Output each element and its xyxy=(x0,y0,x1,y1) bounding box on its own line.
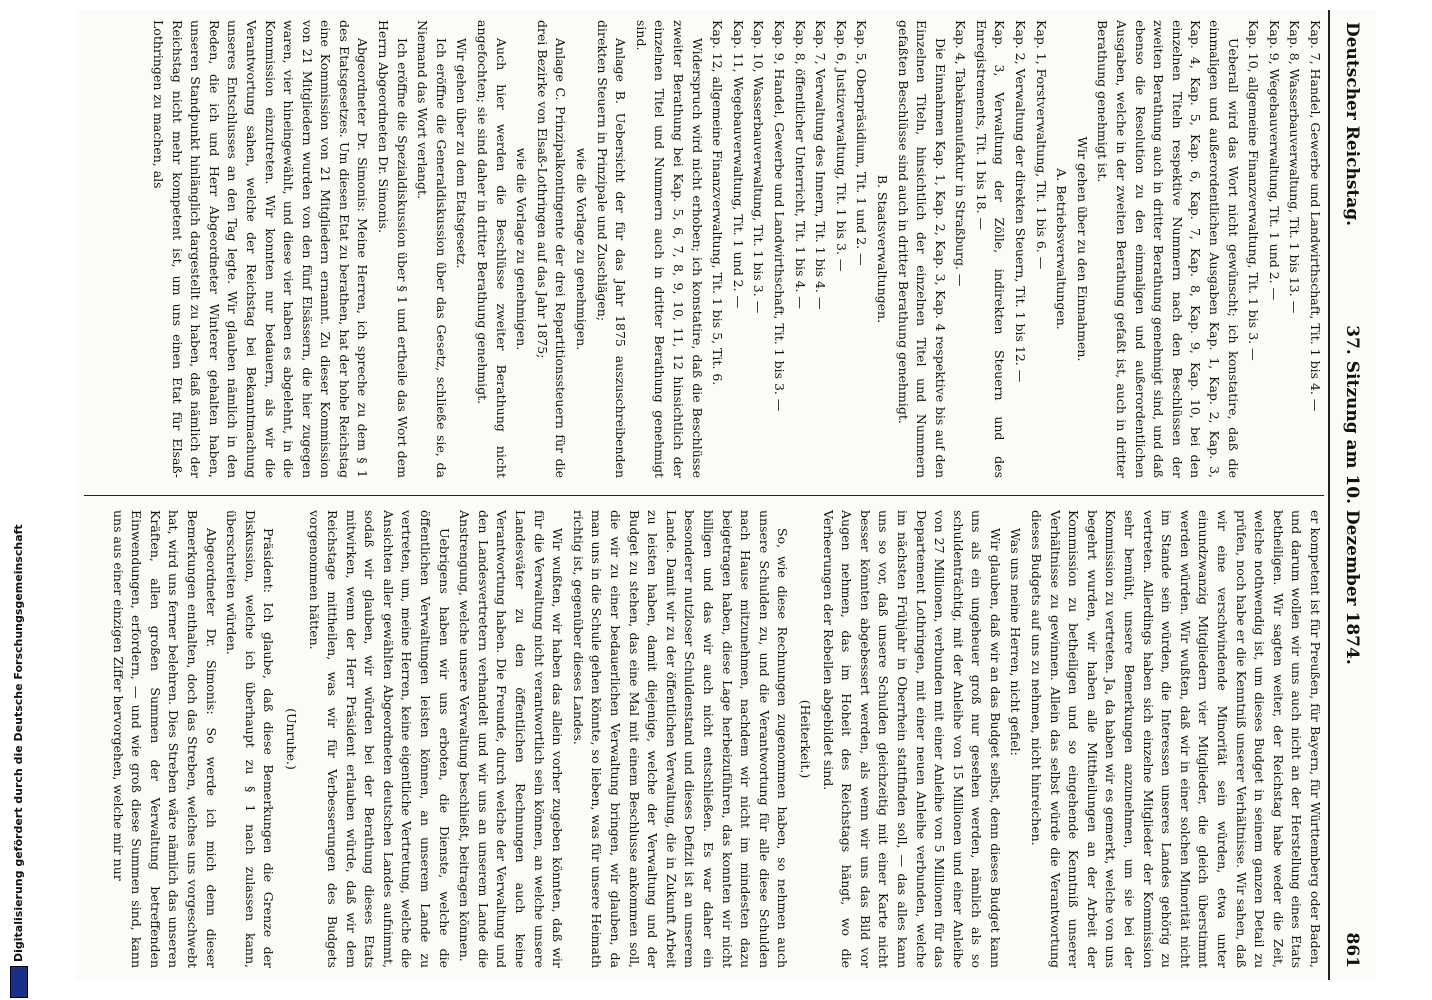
paragraph: Abgeordneter Dr. Simonis: So werde ich mich denn dieser Bemerkungen enthalten, doch das Streben, welches uns vorgeschwebt hat, wird uns ferner belehren. Dies Streben wäre nämlich das unseren Kräften, allen großen Summen der Verwaltung betreffenden Einwendungen, erfordern, — und wie groß diese Summen sind, kann uns aus einer einzigen Ziffer hervorgehen, welche mir nur xyxy=(110,510,219,968)
paragraph: Kap. 9, Wegebauverwaltung, Tit. 1 und 2. — xyxy=(1266,20,1282,301)
dfg-logo xyxy=(10,966,28,998)
paragraph: Kap. 11, Wegebauverwaltung, Tit. 1 und 2. — xyxy=(730,20,746,309)
paragraph: Ueberall wird das Wort nicht gewünscht; ich konstatire, daß die einmaligen und außerordentlichen Ausgaben Kap. 1, Kap. 2, Kap. 3, Kap. 4, Kap. 5, Kap. 6, Kap. 7, Kap. 8, Kap. 9, Kap. 10, bei den einzelnen Titeln respektive Nummern nach den Beschlüssen der zweiten Berathung auch in dritter Berathung genehmigt sind, und daß ebenso die Resolution zu den einmaligen und außerordentlichen Ausgaben, welche in der zweiten Berathung gefaßt ist, auch in dritter Berathung genehmigt ist. xyxy=(1095,20,1241,478)
paragraph: Was uns meine Herren, nicht gefiel: xyxy=(1008,528,1024,756)
paragraph: Kap. 3, Verwaltung der Zölle, indirekten Steuern und des Enregistrements, Tit. 1 bis 18. — xyxy=(973,20,1008,478)
paragraph: Kap. 1, Forstverwaltung, Tit. 1 bis 6. — xyxy=(1033,20,1049,270)
header-left: Deutscher Reichstag. xyxy=(1342,22,1362,227)
paragraph: Wir glauben, daß wir an das Budget selbst, denn dieses Budget kann uns als ein ungeheuer groß nur gesehen werden, nämlich als so schuldenträchtig, mit der Anleihe von 15 Millionen und einer Anleihe von 27 Millionen, verbunden mit einer Anleihe von 5 Millionen für das Departement Lothringen, mit einer neuen Anleihe verbunden, welche im nächsten Frühjahr in Oberrhein stattfinden soll, — das alles kann uns so vor, daß unsere Schulden gleichzeitig mit einer Karte nicht besser könnten abgebessert werden, als wenn wir uns das Bild vor Augen nehmen, das im Hoheit des Reichstags hängt, wo die Verheerungen der Rebellen abgebildet sind. xyxy=(820,510,1003,968)
section-heading: A. Betriebsverwaltungen. xyxy=(1054,168,1070,330)
page-header xyxy=(1328,10,1376,980)
interjection: (Heiterkeit.) xyxy=(797,699,813,779)
paragraph: Kap. 12, allgemeine Finanzverwaltung, Tit. 1 bis 5, Tit. 6. xyxy=(710,20,726,386)
paragraph: wie die Vorlage zu genehmigen. xyxy=(574,147,590,351)
scanned-page xyxy=(76,10,1376,980)
paragraph: Anlage C. Prinzipalkontingente der drei Repartitionssteuern für die drei Bezirke von Elsaß-Lothringen auf das Jahr 1875; xyxy=(534,20,569,478)
paragraph: Kap. 9, Handel, Gewerbe und Landwirthschaft, Tit. 1 bis 3. — xyxy=(771,20,787,412)
paragraph: Die Einnahmen Kap. 1, Kap. 2, Kap. 3, Kap. 4 respektive bis auf den Einzelnen Titeln, hinsichtlich der einzelnen Titel und Nummern gefaßten Beschlüsse sind auch in dritter Berathung genehmigt. xyxy=(895,20,948,478)
page-number: 861 xyxy=(1342,932,1362,968)
paragraph: Kap. 5, Oberpräsidium, Tit. 1 und 2. — xyxy=(854,20,870,266)
paragraph: Kap. 10, allgemeine Finanzverwaltung, Tit. 1 bis 3. — xyxy=(1246,20,1262,361)
paragraph: Uebrigens haben wir uns erboten, die Dienste, welche die öffentlichen Verwaltungen leisten können, an unserem Lande zu vertreten, um, meine Herren, keine eigentliche Vertretung, welche die Ansichten aller gewählten Abgeordneten deutschen Landes aufnimmt, sodaß wir glauben, wir würden bei der Berathung dieses Etats mitwirken, wenn der Herr Präsident erlauben würde, daß wir dem Reichstage mittheilen, was wir für Verbesserungen des Budgets vorgenommen hätten. xyxy=(306,510,452,968)
paragraph: Wir gehen über zu den Einnahmen. xyxy=(1074,136,1090,362)
right-column xyxy=(84,510,1324,968)
paragraph: Kap. 7, Handel, Gewerbe und Landwirthschaft, Tit. 1 bis 4. — xyxy=(1308,20,1323,412)
left-column xyxy=(84,20,1324,478)
interjection: (Unruhe.) xyxy=(283,708,299,770)
paragraph: Abgeordneter Dr. Simonis: Meine Herren, ich spreche zu dem § 1 des Etatsgesetzes. Um diesen Etat zu berathen, hat der hohe Reichstag eine Kommission von 21 Mitgliedern ernannt. Zu dieser Kommission von 21 Mitgliedern wurden von den fünf Elsässern, die hier zugegen waren, vier hineingewählt, und diese vier haben es abgelehnt, in die Kommission einzutreten. Wir konnten nur bedauern, als wir die Verantwortung sahen, welche der Reichstag bei Bekanntmachung unseres Entschlusses an den Tag legte. Wir glauben nämlich in den Reden, die ich und Herr Abgeordneter Winterer gehalten haben, unseren Standpunkt hinlänglich dargestellt zu haben, daß nämlich der Reichstag nicht mehr kompetent ist, um uns einen Etat für Elsaß-Lothringen zu machen, als xyxy=(150,20,371,478)
paragraph: Ich eröffne die Spezialdiskussion über § 1 und ertheile das Wort dem Herrn Abgeordneten Dr. Simonis. xyxy=(376,20,410,478)
paragraph: er kompetent ist für Preußen, für Bayern, für Württemberg oder Baden, und darum wollen wir uns auch nicht an der Herstellung eines Etats betheiligen. Wir sagten weiter, der Reichstag habe weder die Zeit, welche nothwendig ist, um dieses Budget in seinem ganzen Detail zu prüfen, noch habe er die Kenntniß unserer Verhältnisse. Wir sahen, daß wir eine verschwindende Minorität sein würden, etwa unter einundzwanzig Mitgliedern vier Mitglieder, die gleich überstimmt werden würden. Wir wußten, daß wir in einer solchen Minorität nicht im Stande sein würden, die Interessen unseres Landes gehörig zu vertreten. Allerdings haben sich einzelne Mitglieder der Kommission sehr bemüht, unsere Bemerkungen anzunehmen, um sie bei der Kommission zu vertreten. Ja, da haben wir es gemerkt, welche von uns begehrt wurden, wir haben alle Mittheilungen an der Arbeit der Kommission zu betheiligen und so eingehende Kenntniß unserer Verhältnisse zu gewinnen. Allein das selbst würde die Verantwortung dieses Budgets auf uns zu nehmen, nicht hinreichen. xyxy=(1029,510,1323,968)
paragraph: Kap. 6, Justizverwaltung, Tit. 1 bis 3. — xyxy=(833,20,849,272)
paragraph: Kap. 7, Verwaltung des Innern, Tit. 1 bis 4. — xyxy=(813,20,829,310)
column-divider xyxy=(84,495,1324,496)
paragraph: Auch hier werden die Beschlüsse zweiter Berathung nicht angefochten; sie sind daher in dritter Berathung genehmigt. xyxy=(475,20,509,478)
paragraph: Kap. 8, öffentlicher Unterricht, Tit. 1 bis 4. — xyxy=(792,20,808,309)
paragraph: Kap. 4, Tabakmanufaktur in Straßburg. — xyxy=(953,20,969,287)
paragraph: Anlage B. Uebersicht der für das Jahr 1875 auszuschreibenden direkten Steuern in Prinzipale und Zuschlägen; xyxy=(594,20,629,478)
digitization-credit: Digitalisierung gefördert durch die Deutsche Forschungsgemeinschaft xyxy=(12,524,25,962)
paragraph: Wir gehen über zu dem Etatsgesetz. xyxy=(454,38,470,269)
paragraph: Widerspruch wird nicht erhoben; ich konstatire, daß die Beschlüsse zweiter Berathung bei Kap. 5, 6, 7, 8, 9, 10, 11, 12 hinsichtlich der einzelnen Titel und Nummern auch in dritter Berathung genehmigt sind. xyxy=(633,20,705,478)
paragraph: Kap. 10, Wasserbauverwaltung, Tit. 1 bis 3. — xyxy=(751,20,767,314)
header-session: 37. Sitzung am 10. Dezember 1874. xyxy=(1342,325,1362,665)
paragraph: Ich eröffne die Generaldiskussion über das Gesetz, schließe sie, da Niemand das Wort verlangt. xyxy=(415,20,449,478)
paragraph: Wir wußten, wir haben das allein vorher zugeben könnten, daß wir für die Verwaltung nicht verantwortlich sein können, an welche unsere Landesväter zu den öffentlichen Rechnungen auch keine Verantwortung haben. Die Freunde, durch welche der Verwaltung und den Landesvertretern verhandelt und wir uns an unserem Lande die Anstrengung, welche unsere Verwaltung beschließt, beitragen können. xyxy=(457,510,566,968)
paragraph: Präsident: Ich glaube, daß diese Bemerkungen die Grenze der Diskussion, welche ich überhaupt zu § 1 nach zulassen kann, überschreiten würden. xyxy=(224,510,277,968)
paragraph: wie die Vorlage zu genehmigen. xyxy=(514,147,530,351)
paragraph: So, wie diese Rechnungen zugenommen haben, so nehmen auch unsere Schulden zu, und die Verantwortung für alle diese Schulden nach Hause mitzunehmen, nachdem wir nicht im mindesten dazu beigetragen haben, diese Lage herbeizuführen, das konnten wir nicht billigen und das wir auch nicht entschließen. Es war daher ein besonderer nutzloser Schuldenstand und dieses Defizit ist an unserem Lande. Damit wir zu der öffentlichen Verwaltung, die in Zukunft Arbeit zu leisten haben, damit diejenige, welche der Verwaltung und der Budget zu stehen, das eine Mal mit einem Beschlusse ankommen soll, die wir zu einer bedauerlichen Verwaltung bringen, wir glauben, da man uns in die Schule gehen könnte, so lieben, was für unsere Heimath richtig ist, gegenüber dieses Landes. xyxy=(570,510,791,968)
section-heading: B. Staatsverwaltungen. xyxy=(874,174,890,324)
paragraph: Kap. 8, Wasserbauverwaltung, Tit. 1 bis 13. — xyxy=(1287,20,1303,314)
paragraph: Kap. 2, Verwaltung der direkten Steuern, Tit. 1 bis 12. — xyxy=(1013,20,1029,383)
